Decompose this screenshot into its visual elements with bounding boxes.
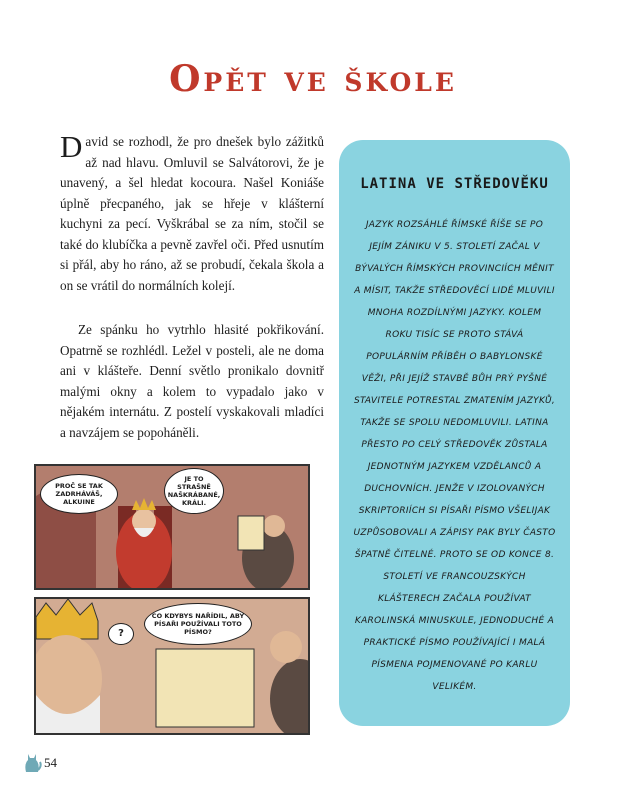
sidebar-body: JAZYK ROZSÁHLÉ ŘÍMSKÉ ŘÍŠE SE PO JEJÍM ZÁNIKU V 5. STOLETÍ ZAČAL V BÝVALÝCH ŘÍMSKÝCH PROVINCIÍCH MĚNIT A MÍSIT, TAKŽE STŘEDOVĚCÍ LIDÉ MLUVILI MNOHA ROZDÍLNÝMI JAZYKY. KOLEM ROKU TISÍC SE PROTO STÁVÁ POPULÁRNÍM PŘÍBĚH O BABYLONSKÉ VĚŽI, PŘI JEJÍŽ STAVBĚ BŮH PRÝ PYŠNÉ STAVITELE POTRESTAL ZMATENÍM JAZYKŮ, TAKŽE SE SPOLU NEDOMLUVILI. LATINA PŘESTO PO CELÝ STŘEDOVĚK ZŮSTALA JEDNOTNÝM JAZYKEM VZDĚLANCŮ A DUCHOVNÍCH. JENŽE V IZOLOVANÝCH SKRIPTORIÍCH SI PÍSAŘI PÍSMO VŠELIJAK UZPŮSOBOVALI A ZÁPISY PAK BYLY ČASTO ŠPATNĚ ČITELNÉ. PROTO SE OD KONCE 8. STOLETÍ VE FRANCOUZSKÝCH KLÁŠTERECH ZAČALA POUŽÍVAT KAROLINSKÁ MINUSKULE, JEDNODUCHÉ A PRAKTICKÉ PÍSMO POUŽÍVAJÍCÍ I MALÁ PÍSMENA POJMENOVANÉ PO KARLU VELIKÉM. — [353, 220, 556, 692]
story-paragraph-1-text: avid se rozhodl, že pro dnešek bylo zážitků až nad hlavu. Omluvil se Salvátorovi, že je unavený, a šel hledat kocoura. Našel Koniáše úplně přecpaného, jak se hřeje v klášterní kuchyni za pecí. Vyškrábal se za ním, stočil se také do klubíčka a pevně zavřel oči. Před usnutím si přál, aby ho ráno, až se probudí, čekala škola a on se vrátil do normálních kolejí. — [60, 134, 324, 293]
speech-bubble-king: PROČ SE TAK ZADRHÁVÁŠ, ALKUINE — [40, 474, 118, 514]
story-paragraph-1 — [60, 129, 324, 296]
sidebar-box — [339, 140, 570, 726]
sidebar-heading: LATINA VE STŘEDOVĚKU — [360, 176, 549, 192]
speech-bubble-monk-suggestion: CO KDYBYS NAŘÍDIL, ABY PÍSAŘI POUŽÍVALI TOTO PÍSMO? — [144, 603, 252, 645]
story-paragraph-2: Ze spánku ho vytrhlo hlasité pokřikování. Opatrně se rozhlédl. Ležel v posteli, ale ne doma ani v klášteře. Denní světlo pronikalo dovnitř malými okny a kolem to vypadalo jako v nějakém internátu. Z postelí vyskakovali mladíci a navzájem se popoháněli. — [60, 322, 324, 440]
speech-bubble-question: ? — [108, 623, 134, 645]
page-title: Opět ve škole — [169, 58, 457, 100]
speech-bubble-monk: JE TO STRAŠNĚ NAŠKRÁBANÉ, KRÁLI. — [164, 468, 224, 514]
comic-panel-1 — [34, 464, 310, 590]
page-number: 54 — [44, 755, 57, 770]
cat-icon — [22, 750, 42, 774]
drop-cap: D — [60, 129, 83, 164]
comic-panel-2 — [34, 597, 310, 735]
